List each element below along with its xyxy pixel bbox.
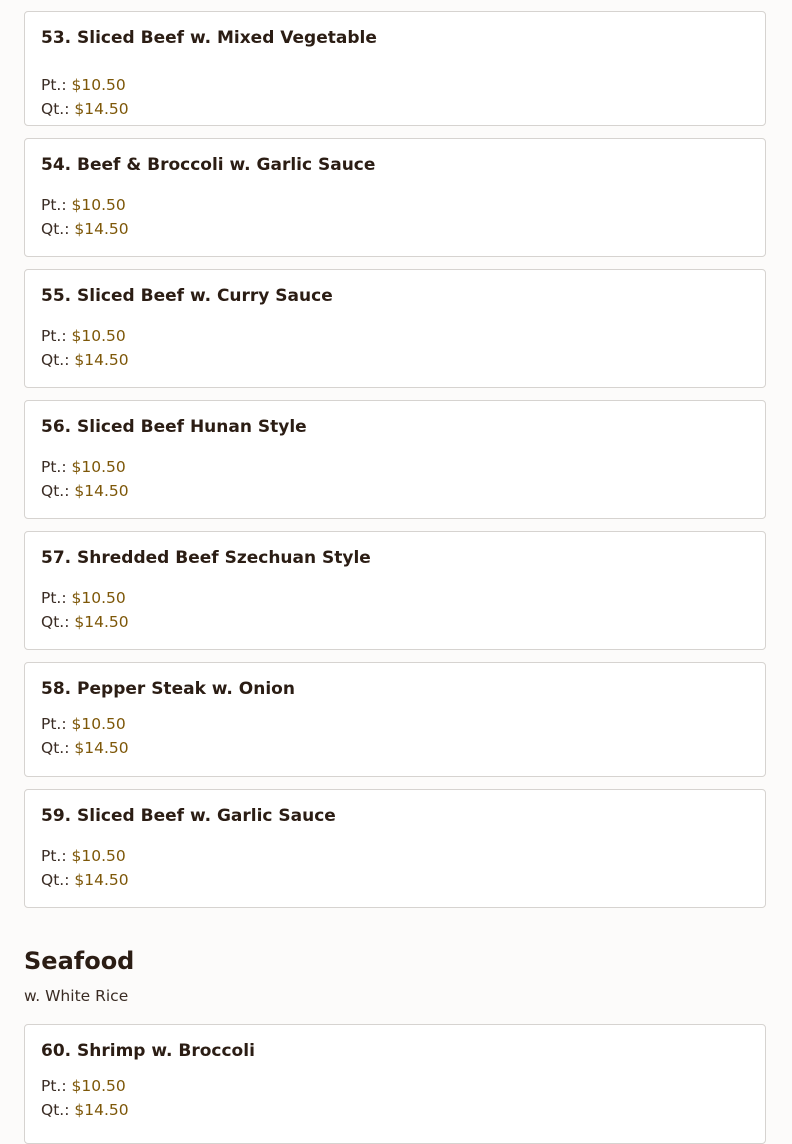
pint-label: Pt.: [41, 1077, 67, 1095]
quart-label: Qt.: [41, 613, 70, 631]
quart-price-line [41, 738, 129, 758]
pint-label: Pt.: [41, 327, 67, 345]
menu-item-title: 55. Sliced Beef w. Curry Sauce [41, 286, 333, 306]
menu-item-card[interactable] [24, 1024, 766, 1144]
pint-label: Pt.: [41, 76, 67, 94]
pint-price: $10.50 [71, 458, 126, 476]
quart-price: $14.50 [74, 613, 129, 631]
pint-label: Pt.: [41, 715, 67, 733]
quart-price-line [41, 481, 129, 501]
pint-price: $10.50 [71, 76, 126, 94]
pint-price-line [41, 846, 126, 866]
pint-price: $10.50 [71, 327, 126, 345]
quart-price: $14.50 [74, 482, 129, 500]
quart-price-line [41, 350, 129, 370]
quart-price: $14.50 [74, 871, 129, 889]
pint-price-line [41, 714, 126, 734]
quart-price: $14.50 [74, 351, 129, 369]
pint-price: $10.50 [71, 196, 126, 214]
quart-price: $14.50 [74, 739, 129, 757]
quart-price: $14.50 [74, 220, 129, 238]
section-subtitle: w. White Rice [24, 987, 129, 1005]
menu-item-title: 58. Pepper Steak w. Onion [41, 679, 295, 699]
menu-item-card[interactable] [24, 400, 766, 519]
menu-item-title: 54. Beef & Broccoli w. Garlic Sauce [41, 155, 376, 175]
menu-item-card[interactable] [24, 11, 766, 126]
pint-price-line [41, 195, 126, 215]
pint-label: Pt.: [41, 458, 67, 476]
pint-price: $10.50 [71, 847, 126, 865]
pint-price-line [41, 1076, 126, 1096]
quart-price-line [41, 612, 129, 632]
pint-price: $10.50 [71, 715, 126, 733]
quart-price-line [41, 870, 129, 890]
quart-price-line [41, 1100, 129, 1120]
quart-label: Qt.: [41, 351, 70, 369]
quart-label: Qt.: [41, 871, 70, 889]
quart-label: Qt.: [41, 1101, 70, 1119]
menu-item-card[interactable] [24, 531, 766, 650]
section-title-seafood: Seafood [24, 947, 135, 975]
pint-label: Pt.: [41, 589, 67, 607]
quart-price-line [41, 99, 129, 119]
pint-price-line [41, 457, 126, 477]
quart-label: Qt.: [41, 100, 70, 118]
pint-label: Pt.: [41, 196, 67, 214]
menu-item-title: 59. Sliced Beef w. Garlic Sauce [41, 806, 336, 826]
quart-label: Qt.: [41, 482, 70, 500]
menu-item-card[interactable] [24, 269, 766, 388]
pint-price: $10.50 [71, 589, 126, 607]
menu-item-title: 56. Sliced Beef Hunan Style [41, 417, 307, 437]
menu-item-card[interactable] [24, 662, 766, 777]
quart-label: Qt.: [41, 220, 70, 238]
menu-item-card[interactable] [24, 138, 766, 257]
pint-price-line [41, 326, 126, 346]
menu-item-title: 60. Shrimp w. Broccoli [41, 1041, 255, 1061]
pint-label: Pt.: [41, 847, 67, 865]
pint-price: $10.50 [71, 1077, 126, 1095]
quart-price: $14.50 [74, 1101, 129, 1119]
pint-price-line [41, 588, 126, 608]
quart-price-line [41, 219, 129, 239]
menu-item-title: 53. Sliced Beef w. Mixed Vegetable [41, 28, 377, 48]
quart-price: $14.50 [74, 100, 129, 118]
menu-item-card[interactable] [24, 789, 766, 908]
menu-item-title: 57. Shredded Beef Szechuan Style [41, 548, 371, 568]
pint-price-line [41, 75, 126, 95]
quart-label: Qt.: [41, 739, 70, 757]
